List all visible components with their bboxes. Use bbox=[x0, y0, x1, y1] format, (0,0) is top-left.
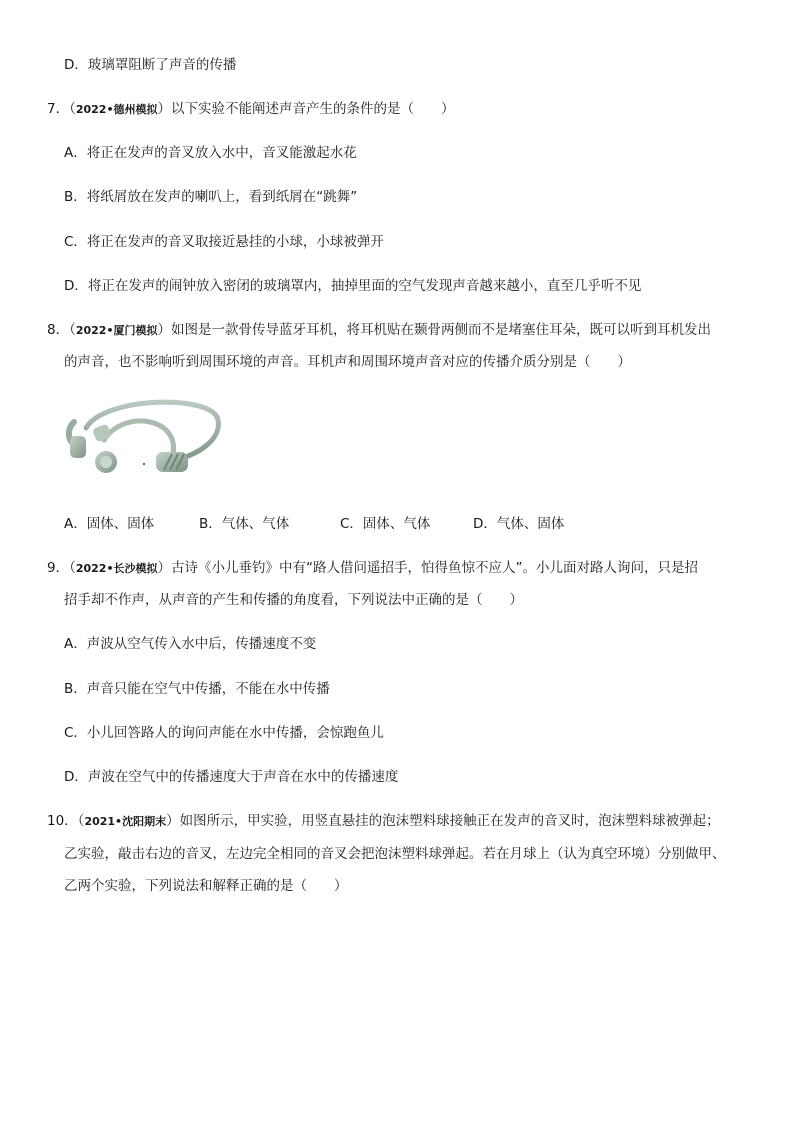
q7-option-d: D．将正在发声的闹钟放入密闭的玻璃罩内，抽掉里面的空气发现声音越来越小，直至几乎听不见 bbox=[64, 278, 642, 294]
q10-number: 10．（ bbox=[47, 813, 85, 829]
q10-stem-text1: ）如图所示，甲实验，用竖直悬挂的泡沫塑料球接触正在发声的音叉时，泡沫塑料球被弹起； bbox=[166, 813, 720, 829]
q10-stem-line2: 乙实验，敲击右边的音叉，左边完全相同的音叉会把泡沫塑料球弹起。若在月球上（认为真空环境）分别做甲、 bbox=[64, 846, 726, 862]
q7-stem bbox=[47, 99, 455, 120]
q7-option-b: B．将纸屑放在发声的喇叭上，看到纸屑在“跳舞” bbox=[64, 189, 358, 205]
q7-option-a: A．将正在发声的音叉放入水中，音叉能激起水花 bbox=[64, 145, 357, 161]
q8-option-a: A．固体、固体 bbox=[64, 516, 155, 532]
q8-options bbox=[64, 514, 564, 534]
q9-stem-text1: ）古诗《小儿垂钓》中有“路人借问遥招手，怕得鱼惊不应人”。小儿面对路人询问，只是招 bbox=[157, 560, 698, 576]
indicator-dot bbox=[143, 463, 145, 465]
q8-option-c: C．固体、气体 bbox=[340, 516, 431, 532]
q8-stem-line1 bbox=[47, 320, 711, 341]
q9-stem-line2: 招手却不作声，从声音的产生和传播的角度看，下列说法中正确的是（ ） bbox=[64, 592, 523, 608]
q10-source: 2021•沈阳期末 bbox=[84, 815, 167, 828]
q10-stem-line1 bbox=[47, 811, 720, 832]
q9-stem-line1 bbox=[47, 558, 698, 579]
q8-source: 2022•厦门模拟 bbox=[75, 324, 158, 337]
left-module-top bbox=[92, 424, 112, 443]
q10-stem-line3: 乙两个实验，下列说法和解释正确的是（ ） bbox=[64, 878, 348, 894]
q8-option-d: D．气体、固体 bbox=[473, 516, 565, 532]
q7-stem-text: ）以下实验不能阐述声音产生的条件的是（ ） bbox=[157, 101, 455, 117]
q6-option-d: D．玻璃罩阻断了声音的传播 bbox=[64, 57, 237, 73]
q8-option-b: B．气体、气体 bbox=[199, 516, 290, 532]
q8-stem-text1: ）如图是一款骨传导蓝牙耳机，将耳机贴在颞骨两侧而不是堵塞住耳朵，既可以听到耳机发出 bbox=[157, 322, 711, 338]
q9-option-d: D．声波在空气中的传播速度大于声音在水中的传播速度 bbox=[64, 769, 399, 785]
q9-option-a: A．声波从空气传入水中后，传播速度不变 bbox=[64, 636, 317, 652]
q7-source: 2022•德州模拟 bbox=[75, 103, 158, 116]
q9-number: 9．（ bbox=[47, 560, 76, 576]
q7-option-c: C．将正在发声的音叉取接近悬挂的小球，小球被弹开 bbox=[64, 234, 384, 250]
q8-number: 8．（ bbox=[47, 322, 76, 338]
q8-stem-line2: 的声音，也不影响听到周围环境的声音。耳机声和周围环境声音对应的传播介质分别是（ ） bbox=[64, 354, 631, 370]
q7-number: 7．（ bbox=[47, 101, 76, 117]
bone-conduction-headphone-image bbox=[64, 398, 224, 490]
q9-source: 2022•长沙模拟 bbox=[75, 562, 158, 575]
q9-option-b: B．声音只能在空气中传播，不能在水中传播 bbox=[64, 681, 330, 697]
left-module bbox=[70, 436, 86, 458]
transducer-pad-left-inner bbox=[100, 456, 112, 468]
q9-option-c: C．小儿回答路人的询问声能在水中传播，会惊跑鱼儿 bbox=[64, 725, 384, 741]
